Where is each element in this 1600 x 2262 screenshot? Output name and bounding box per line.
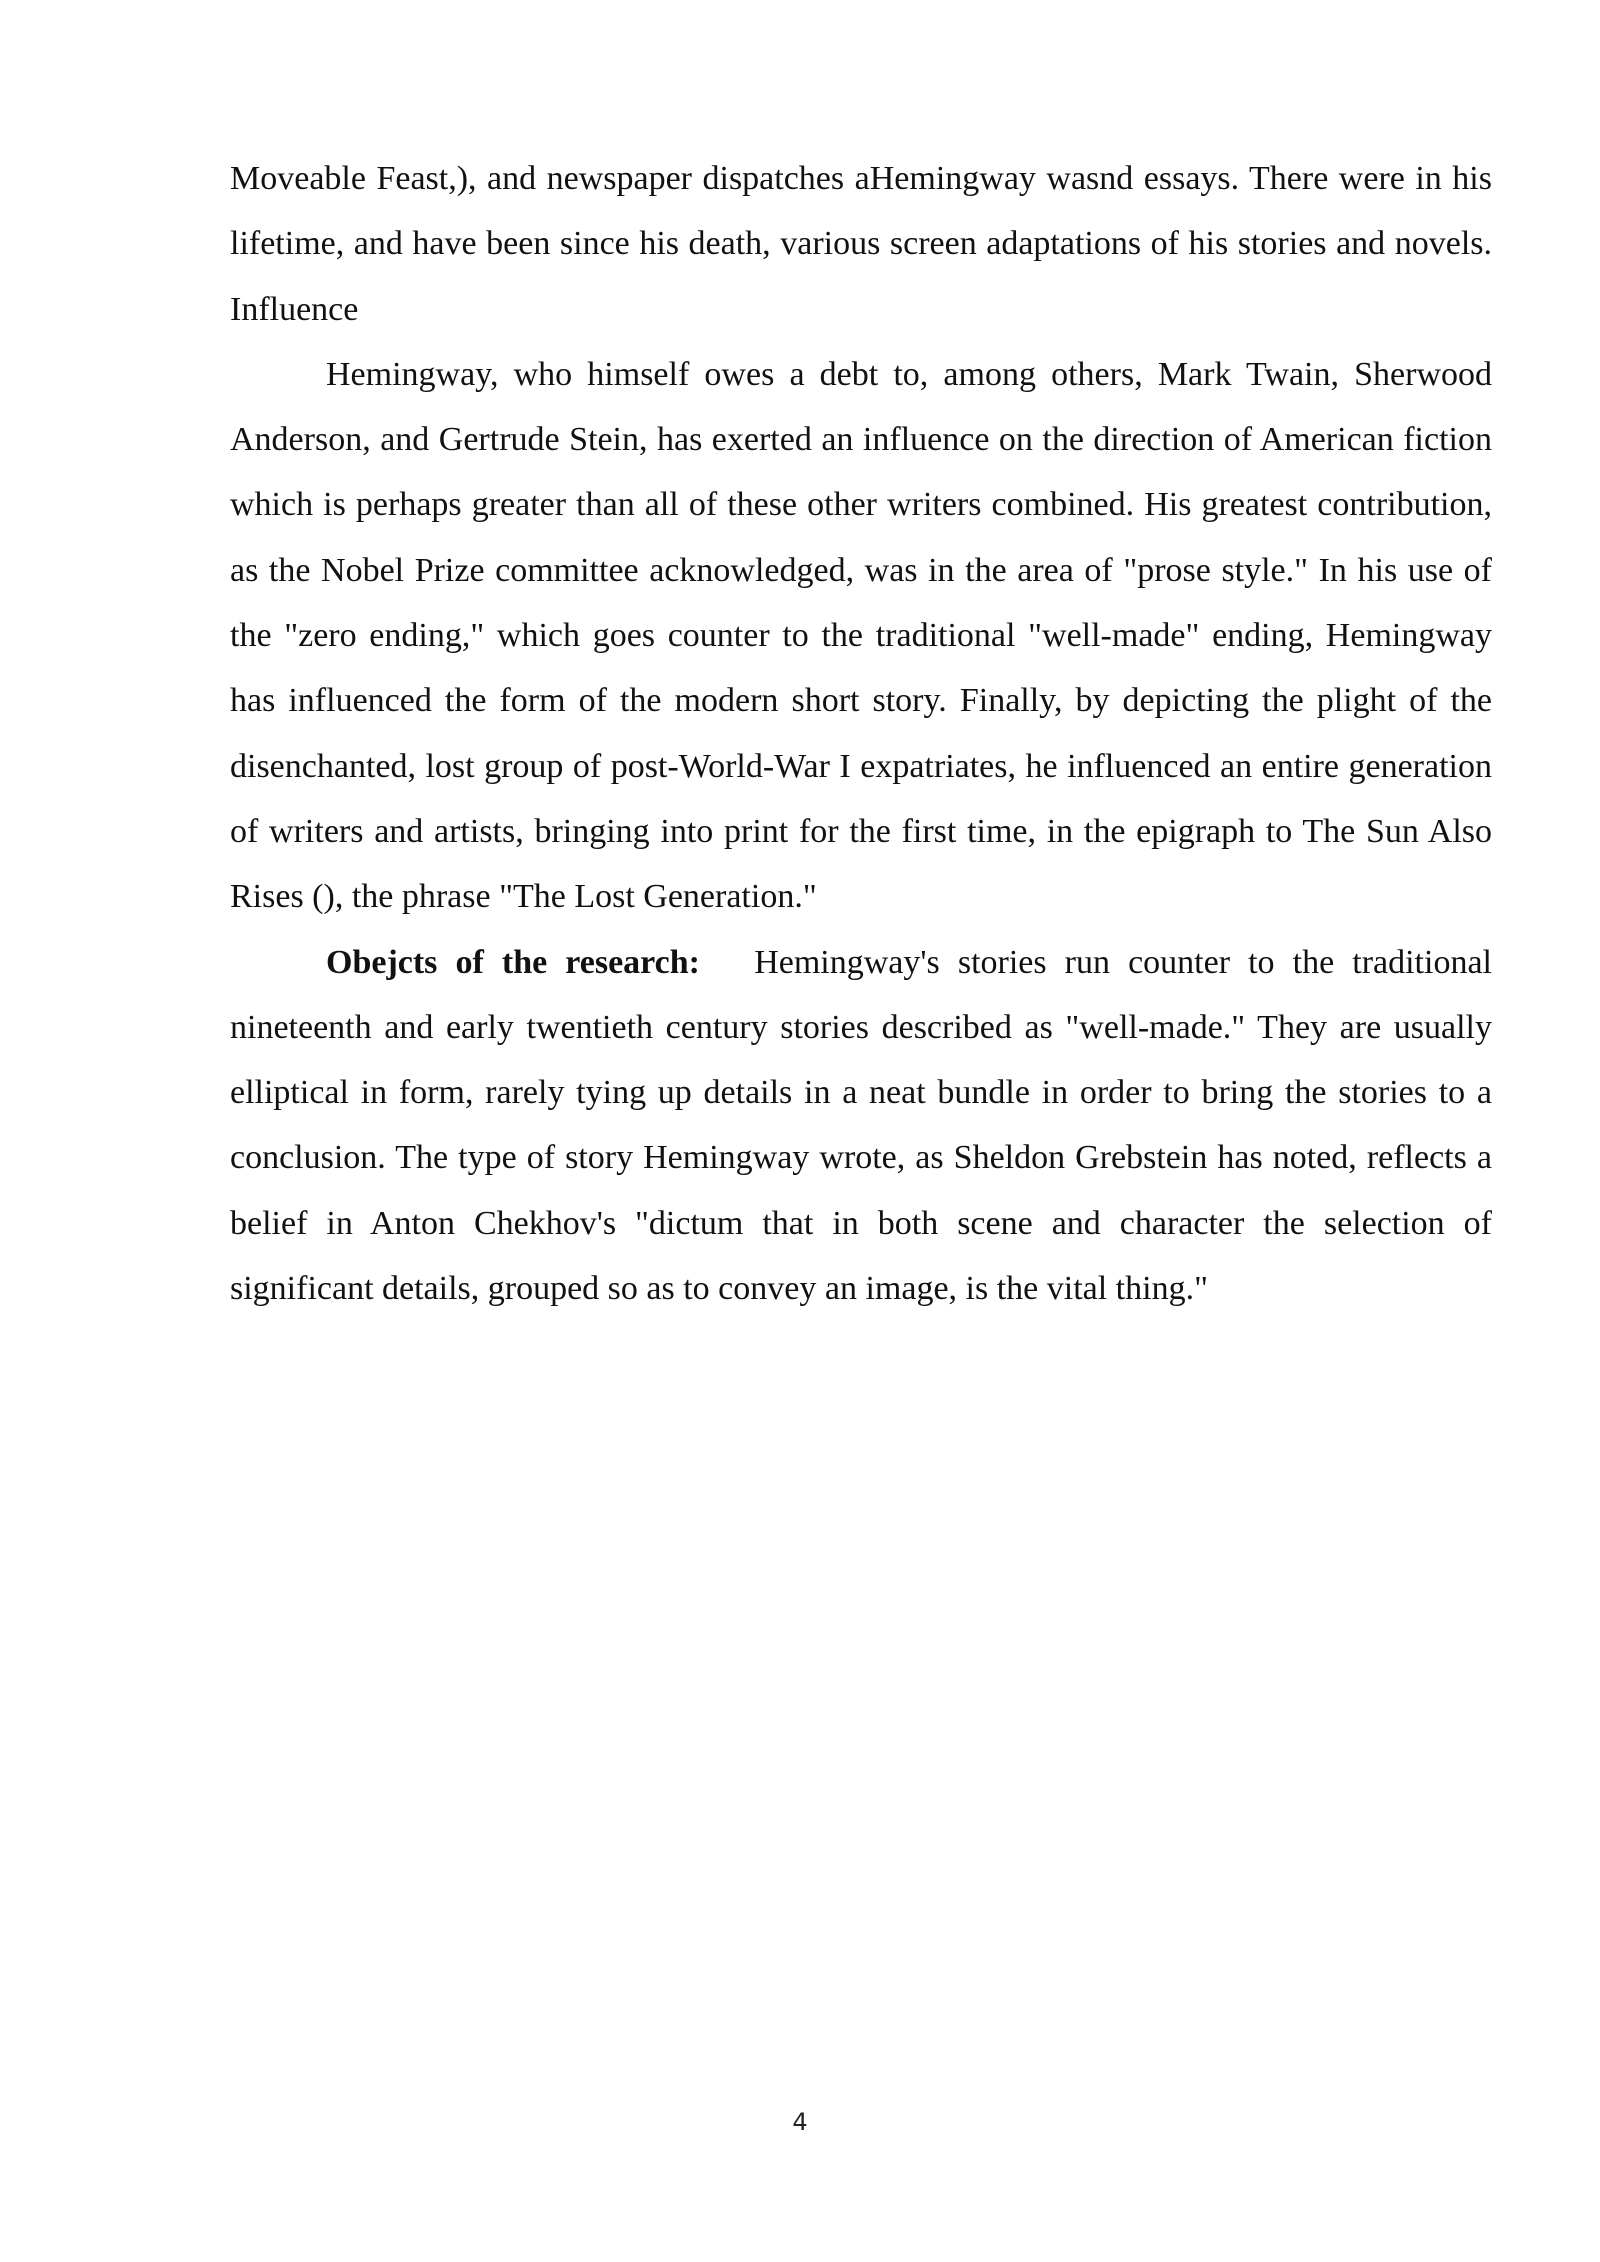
research-objects-heading: Obejcts of the research: [326,943,700,981]
research-objects-text: Hemingway's stories run counter to the traditional nineteenth and early twentieth century stories described as "well-made." They are usually elliptical in form, rarely tying up details in a neat bundle in order to bring the stories to a conclusion. The type of story Hemingway wrote, as Sheldon Grebstein has noted, reflects a belief in Anton Chekhov's "dictum that in both scene and character the selection of significant details, grouped so as to convey an image, is the vital thing." [230,943,1492,1308]
page-number: 4 [792,2108,808,2136]
document-body [230,146,1492,1321]
paragraph-objects-of-research [230,930,1492,1322]
paragraph-influence: Hemingway, who himself owes a debt to, among others, Mark Twain, Sherwood Anderson, and Gertrude Stein, has exerted an influence on the direction of American fiction which is perhaps greater than all of these other writers combined. His greatest contribution, as the Nobel Prize committee acknowledged, was in the area of "prose style." In his use of the "zero ending," which goes counter to the traditional "well-made" ending, Hemingway has influenced the form of the modern short story. Finally, by depicting the plight of the disenchanted, lost group of post-World-War I expatriates, he influenced an entire generation of writers and artists, bringing into print for the first time, in the epigraph to The Sun Also Rises (), the phrase "The Lost Generation." [230,355,1492,916]
paragraph-continuation: Moveable Feast,), and newspaper dispatches aHemingway wasnd essays. There were in his lifetime, and have been since his death, various screen adaptations of his stories and novels. Influence [230,160,1492,328]
